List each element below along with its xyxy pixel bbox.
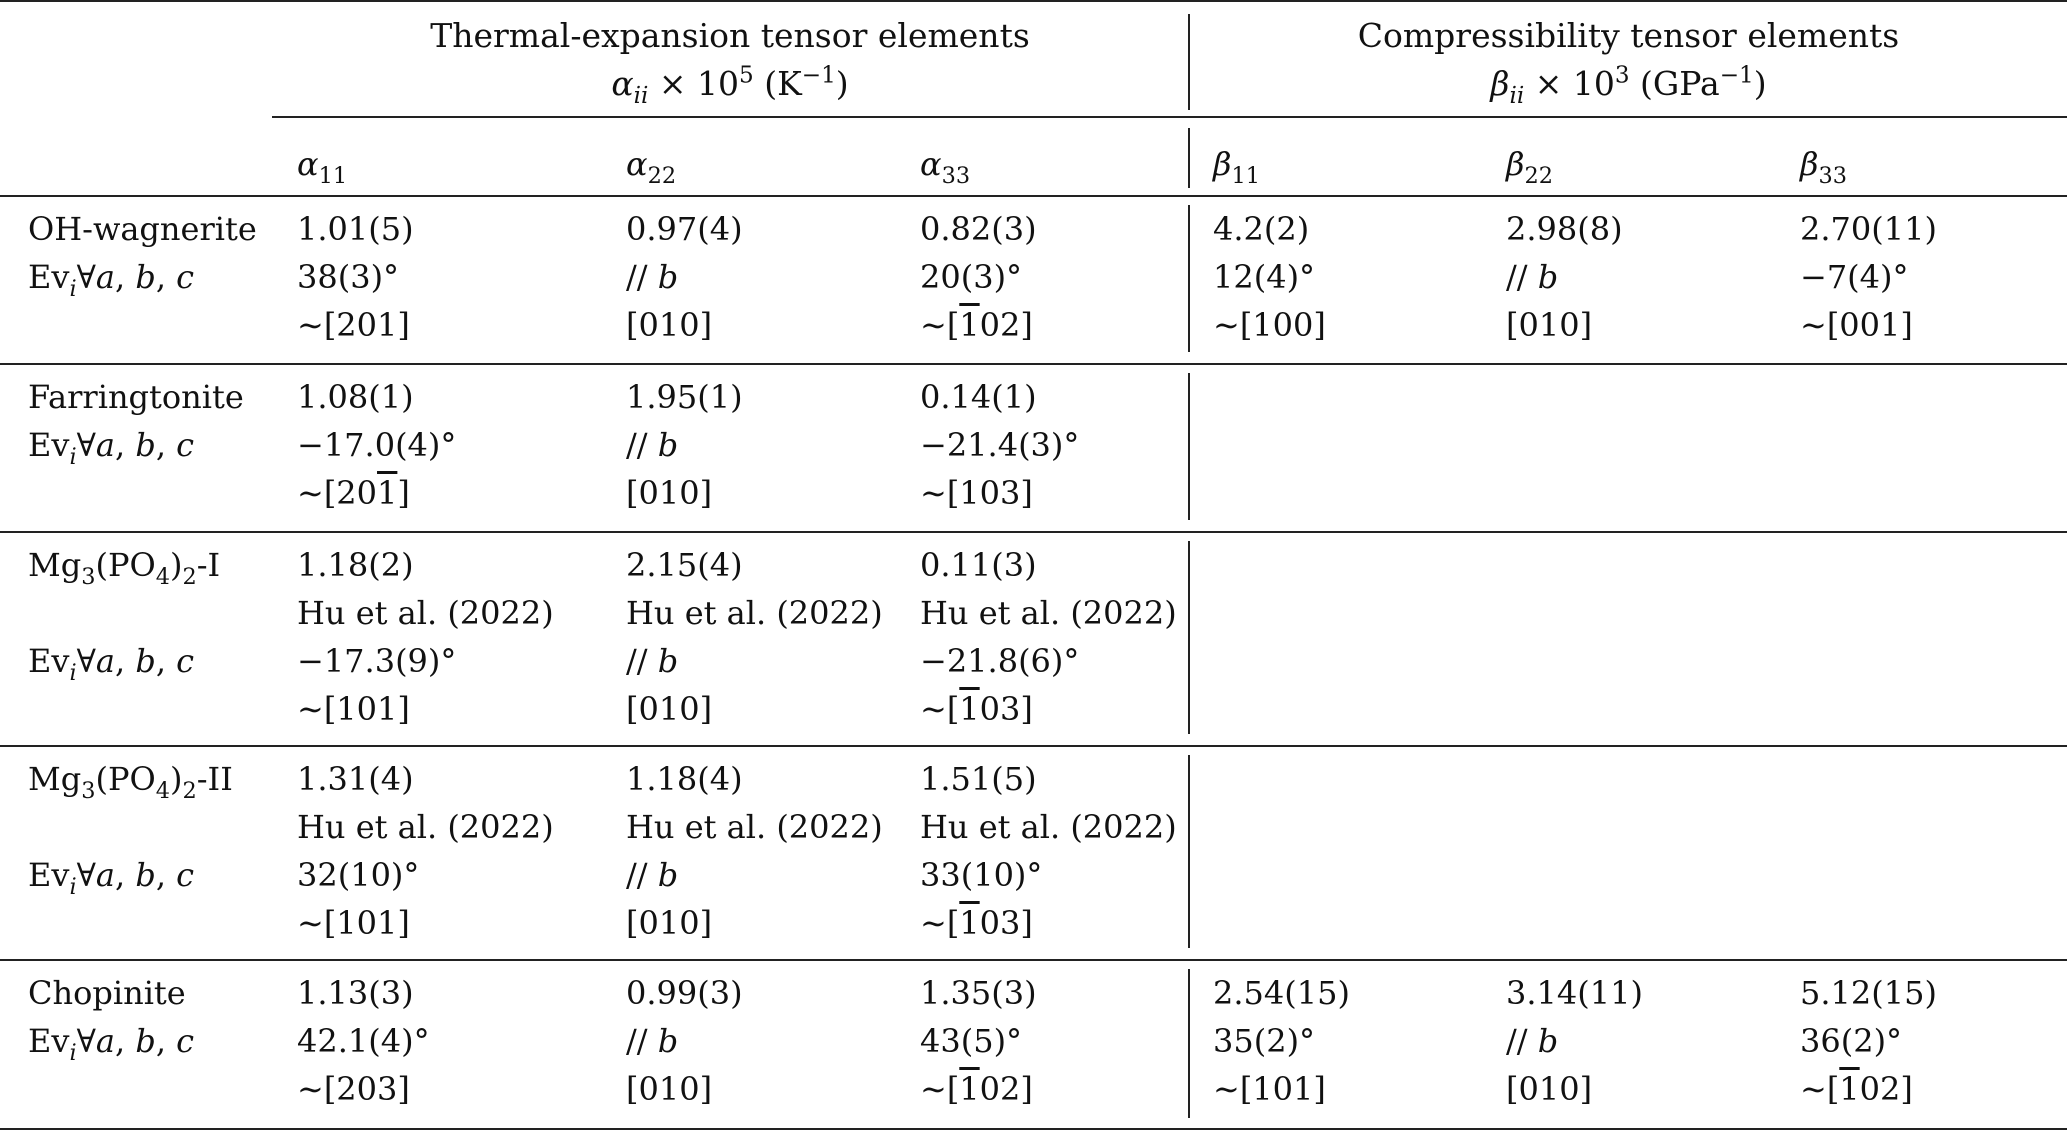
alpha-cell: ∼[102]	[920, 306, 1033, 344]
alpha-cell: [010]	[626, 474, 713, 512]
beta-cell: 12(4)°	[1213, 258, 1316, 296]
mineral-name: $Mg_3(PO_4)_2-I$	[28, 546, 221, 590]
beta-cell: 4.2(2)	[1213, 210, 1310, 248]
alpha-cell: −17.0(4)°	[297, 426, 457, 464]
alpha-cell: ∼[203]	[297, 1070, 410, 1108]
row-separator-0	[0, 195, 2067, 197]
alpha-cell: [010]	[626, 306, 713, 344]
alpha-cell: −21.4(3)°	[920, 426, 1080, 464]
alpha-cell: 1.95(1)	[626, 378, 743, 416]
beta-cell: [010]	[1506, 1070, 1593, 1108]
alpha-cell: ∼[201]	[297, 474, 410, 512]
mineral-name: Chopinite	[28, 974, 186, 1012]
alpha-cell: 32(10)°	[297, 856, 420, 894]
alpha-cell: 42.1(4)°	[297, 1022, 430, 1060]
alpha-cell: Hu et al. (2022)	[297, 594, 554, 632]
eigenvector-label: $Ev_i\forall a$, b, c	[28, 426, 195, 470]
mineral-name: OH-wagnerite	[28, 210, 257, 248]
row-separator-2	[0, 531, 2067, 533]
alpha-cell: 1.18(4)	[626, 760, 743, 798]
block-divider-row-3	[1188, 755, 1190, 948]
column-header-4: $\beta_{22}$	[1506, 145, 1553, 189]
column-header-3: $\beta_{11}$	[1213, 145, 1260, 189]
eigenvector-label: $Ev_i\forall a$, b, c	[28, 1022, 195, 1066]
alpha-cell: 0.97(4)	[626, 210, 743, 248]
beta-cell: // b	[1506, 258, 1559, 296]
beta-cell: // b	[1506, 1022, 1559, 1060]
alpha-cell: 1.08(1)	[297, 378, 414, 416]
row-separator-3	[0, 745, 2067, 747]
alpha-cell: 2.15(4)	[626, 546, 743, 584]
beta-cell: 36(2)°	[1800, 1022, 1903, 1060]
alpha-cell: 0.82(3)	[920, 210, 1037, 248]
alpha-cell: Hu et al. (2022)	[626, 594, 883, 632]
beta-cell: ∼[001]	[1800, 306, 1913, 344]
row-separator-4	[0, 959, 2067, 961]
column-header-1: $\alpha_{22}$	[626, 145, 677, 189]
alpha-cell: [010]	[626, 904, 713, 942]
alpha-cell: ∼[103]	[920, 474, 1033, 512]
alpha-cell: 20(3)°	[920, 258, 1023, 296]
alpha-cell: Hu et al. (2022)	[297, 808, 554, 846]
beta-cell: 2.54(15)	[1213, 974, 1350, 1012]
alpha-cell: 33(10)°	[920, 856, 1043, 894]
mineral-name: Farringtonite	[28, 378, 244, 416]
alpha-cell: 1.13(3)	[297, 974, 414, 1012]
column-header-2: $\alpha_{33}$	[920, 145, 971, 189]
beta-cell: [010]	[1506, 306, 1593, 344]
block-divider-row-2	[1188, 541, 1190, 734]
beta-cell: ∼[100]	[1213, 306, 1326, 344]
beta-cell: 2.98(8)	[1506, 210, 1623, 248]
alpha-cell: 1.51(5)	[920, 760, 1037, 798]
beta-cell: 5.12(15)	[1800, 974, 1937, 1012]
block-divider-row-4	[1188, 969, 1190, 1118]
alpha-cell: 1.31(4)	[297, 760, 414, 798]
thermal-expansion-header: Thermal-expansion tensor elements	[430, 16, 1030, 55]
alpha-cell: // b	[626, 426, 679, 464]
beta-cell: 3.14(11)	[1506, 974, 1643, 1012]
column-header-divider	[1188, 128, 1190, 188]
alpha-cell: 0.11(3)	[920, 546, 1037, 584]
alpha-cell: 1.35(3)	[920, 974, 1037, 1012]
block-divider-row-0	[1188, 205, 1190, 352]
alpha-cell: −17.3(9)°	[297, 642, 457, 680]
alpha-cell: ∼[101]	[297, 904, 410, 942]
alpha-cell: Hu et al. (2022)	[626, 808, 883, 846]
alpha-cell: [010]	[626, 690, 713, 728]
alpha-cell: 0.14(1)	[920, 378, 1037, 416]
alpha-cell: ∼[102]	[920, 1070, 1033, 1108]
alpha-cell: −21.8(6)°	[920, 642, 1080, 680]
alpha-cell: 43(5)°	[920, 1022, 1023, 1060]
table-top-rule	[0, 0, 2067, 2]
alpha-cell: [010]	[626, 1070, 713, 1108]
alpha-cell: Hu et al. (2022)	[920, 808, 1177, 846]
alpha-cell: ∼[103]	[920, 690, 1033, 728]
column-header-5: $\beta_{33}$	[1800, 145, 1847, 189]
eigenvector-label: $Ev_i\forall a$, b, c	[28, 642, 195, 686]
mineral-name: $Mg_3(PO_4)_2-II$	[28, 760, 233, 804]
header-group-rule	[272, 116, 2067, 118]
alpha-cell: Hu et al. (2022)	[920, 594, 1177, 632]
alpha-cell: 1.01(5)	[297, 210, 414, 248]
block-divider-row-1	[1188, 373, 1190, 520]
eigenvector-label: $Ev_i\forall a$, b, c	[28, 856, 195, 900]
alpha-cell: 38(3)°	[297, 258, 400, 296]
compressibility-header: Compressibility tensor elements	[1357, 16, 1900, 55]
beta-cell: ∼[101]	[1213, 1070, 1326, 1108]
beta-cell: −7(4)°	[1800, 258, 1909, 296]
alpha-cell: ∼[101]	[297, 690, 410, 728]
alpha-cell: // b	[626, 258, 679, 296]
eigenvector-label: $Ev_i\forall a$, b, c	[28, 258, 195, 302]
beta-cell: 2.70(11)	[1800, 210, 1937, 248]
thermal-expansion-unit: $\alpha_{ii} \times 10^5$ $(K^{-1})$	[611, 62, 849, 110]
column-header-0: $\alpha_{11}$	[297, 145, 348, 189]
row-separator-1	[0, 363, 2067, 365]
alpha-cell: // b	[626, 856, 679, 894]
alpha-cell: ∼[201]	[297, 306, 410, 344]
beta-cell: ∼[102]	[1800, 1070, 1913, 1108]
alpha-cell: ∼[103]	[920, 904, 1033, 942]
beta-cell: 35(2)°	[1213, 1022, 1316, 1060]
alpha-cell: 0.99(3)	[626, 974, 743, 1012]
alpha-cell: // b	[626, 642, 679, 680]
alpha-cell: // b	[626, 1022, 679, 1060]
compressibility-unit: $\beta_{ii} \times 10^3$ (GPa$^{-1}$)	[1490, 62, 1767, 110]
alpha-cell: 1.18(2)	[297, 546, 414, 584]
